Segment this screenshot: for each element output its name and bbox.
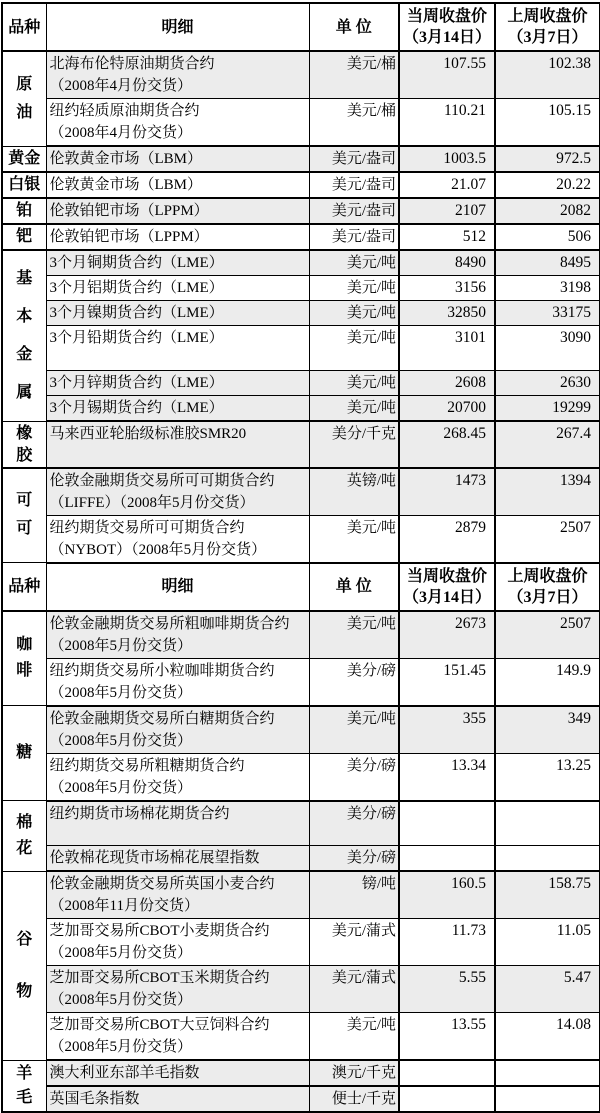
prev-price-cell: 2507 [495,611,600,659]
detail-cell: 北海布伦特原油期货合约 （2008年4月份交货） [46,51,309,99]
detail-cell: 3个月锌期货合约（LME） [46,371,309,396]
unit-cell: 美分/磅 [309,658,399,706]
table-row [2,871,600,919]
detail-cell: 伦敦金融期货交易所英国小麦合约 （2008年11月份交货） [46,871,309,919]
prev-price-cell: 3198 [495,276,600,301]
detail-cell: 3个月铝期货合约（LME） [46,276,309,301]
detail-cell: 伦敦铂钯市场（LPPM） [46,224,309,250]
prev-price-cell: 506 [495,224,600,250]
table-row [2,753,600,801]
column-header-prev-label: 上周收盘价 [507,8,588,25]
variety-cell-rubber [2,421,46,468]
prev-price-cell: 14.08 [495,1013,600,1061]
current-price-cell: 2673 [399,611,495,659]
unit-cell: 镑/吨 [309,871,399,919]
no-data-cell [495,1060,600,1086]
table-row [2,919,600,966]
unit-cell: 美元/吨 [309,371,399,396]
current-price-cell: 110.21 [399,99,495,147]
variety-label: 羊 毛 [16,1064,33,1106]
unit-cell: 美元/盎司 [309,224,399,250]
detail-cell: 3个月锡期货合约（LME） [46,396,309,422]
unit-cell: 美元/桶 [309,51,399,99]
no-data-cell [399,1060,495,1086]
current-price-cell: 2608 [399,371,495,396]
prev-price-cell: 267.4 [495,421,600,468]
variety-cell-grain [2,871,46,1060]
prev-price-cell: 8495 [495,250,600,276]
unit-cell: 美元/桶 [309,99,399,147]
unit-cell: 美元/吨 [309,706,399,754]
column-header-prev-date: （3月7日） [507,588,588,606]
unit-cell: 美元/吨 [309,396,399,422]
no-data-cell [399,1086,495,1112]
detail-cell: 3个月铅期货合约（LME） [46,326,309,371]
prev-price-cell: 2630 [495,371,600,396]
detail-cell: 芝加哥交易所CBOT玉米期货合约 （2008年5月份交货） [46,966,309,1013]
prev-price-cell: 2082 [495,198,600,224]
unit-cell: 美元/吨 [309,1013,399,1061]
no-data-cell [495,846,600,872]
prev-price-cell: 102.38 [495,51,600,99]
table-row [2,1060,600,1086]
current-price-cell: 355 [399,706,495,754]
detail-cell: 3个月镍期货合约（LME） [46,301,309,326]
variety-cell-gold: 黄金 [2,146,46,172]
table-row [2,198,600,224]
prev-price-cell: 33175 [495,301,600,326]
current-price-cell: 107.55 [399,51,495,99]
current-price-cell: 5.55 [399,966,495,1013]
prev-price-cell: 105.15 [495,99,600,147]
table-row [2,611,600,659]
table-row [2,846,600,872]
current-price-cell: 13.34 [399,753,495,801]
unit-cell: 美分/磅 [309,801,399,846]
table-row [2,276,600,301]
table-row [2,801,600,846]
no-data-cell [399,801,495,846]
unit-cell: 美元/吨 [309,611,399,659]
variety-cell-palladium: 钯 [2,224,46,250]
prev-price-cell: 349 [495,706,600,754]
column-header-current-date: （3月14日） [402,29,491,46]
prev-price-cell: 1394 [495,468,600,516]
table-row [2,966,600,1013]
variety-label: 可 可 [16,492,33,538]
detail-cell: 3个月铜期货合约（LME） [46,250,309,276]
detail-cell: 英国毛条指数 [46,1086,309,1112]
current-price-cell: 268.45 [399,421,495,468]
commodity-price-table [1,2,600,1113]
variety-cell-coffee [2,611,46,706]
table-row [2,396,600,422]
unit-cell: 美分/磅 [309,846,399,872]
table-row [2,172,600,198]
detail-cell: 纽约期货交易所可可期货合约 （NYBOT）（2008年5月份交货） [46,515,309,563]
variety-label: 谷 物 [16,930,33,1000]
table-row [2,371,600,396]
column-header-current-label: 当周收盘价 [406,8,487,25]
prev-price-cell: 19299 [495,396,600,422]
table-header-row-2 [2,563,600,611]
detail-cell: 纽约期货市场棉花期货合约 [46,801,309,846]
unit-cell: 美元/蒲式 [309,966,399,1013]
column-header-current-label: 当周收盘价 [406,567,487,585]
column-header-detail: 明细 [46,563,309,611]
detail-cell: 纽约期货交易所小粒咖啡期货合约 （2008年5月份交货） [46,658,309,706]
prev-price-cell: 13.25 [495,753,600,801]
column-header-detail: 明细 [46,3,309,51]
unit-cell: 美元/盎司 [309,172,399,198]
prev-price-cell: 5.47 [495,966,600,1013]
detail-cell: 伦敦黄金市场（LBM） [46,146,309,172]
current-price-cell: 1473 [399,468,495,516]
unit-cell: 美元/吨 [309,326,399,371]
variety-label: 咖 啡 [16,636,33,680]
variety-cell-crude-oil [2,51,46,146]
column-header-variety: 品种 [2,3,46,51]
detail-cell: 纽约轻质原油期货合约 （2008年4月份交货） [46,99,309,147]
variety-cell-silver: 白银 [2,172,46,198]
column-header-current-date: （3月14日） [402,588,491,606]
no-data-cell [399,846,495,872]
current-price-cell: 8490 [399,250,495,276]
current-price-cell: 21.07 [399,172,495,198]
current-price-cell: 512 [399,224,495,250]
prev-price-cell: 149.9 [495,658,600,706]
column-header-prev-price [495,3,600,51]
unit-cell: 澳元/千克 [309,1060,399,1086]
column-header-variety: 品种 [2,563,46,611]
no-data-cell [495,801,600,846]
unit-cell: 美元/吨 [309,515,399,563]
current-price-cell: 2107 [399,198,495,224]
current-price-cell: 13.55 [399,1013,495,1061]
column-header-current-price [399,563,495,611]
prev-price-cell: 158.75 [495,871,600,919]
unit-cell: 便士/千克 [309,1086,399,1112]
variety-cell-base-metals [2,250,46,421]
variety-label: 橡 胶 [16,424,33,464]
detail-cell: 伦敦金融期货交易所可可期货合约 （LIFFE）（2008年5月份交货） [46,468,309,516]
table-row [2,515,600,563]
column-header-prev-date: （3月7日） [507,29,588,46]
variety-cell-cocoa [2,468,46,563]
column-header-prev-label: 上周收盘价 [507,567,588,585]
prev-price-cell: 11.05 [495,919,600,966]
table-row [2,1086,600,1112]
unit-cell: 美分/千克 [309,421,399,468]
detail-cell: 伦敦棉花现货市场棉花展望指数 [46,846,309,872]
unit-cell: 英镑/吨 [309,468,399,516]
table-row [2,301,600,326]
current-price-cell: 160.5 [399,871,495,919]
detail-cell: 伦敦黄金市场（LBM） [46,172,309,198]
current-price-cell: 20700 [399,396,495,422]
prev-price-cell: 20.22 [495,172,600,198]
table-row [2,468,600,516]
unit-cell: 美元/蒲式 [309,919,399,966]
column-header-unit: 单 位 [309,563,399,611]
current-price-cell: 3101 [399,326,495,371]
unit-cell: 美元/吨 [309,301,399,326]
detail-cell: 马来西亚轮胎级标准胶SMR20 [46,421,309,468]
variety-label: 棉 花 [16,813,33,857]
unit-cell: 美分/磅 [309,753,399,801]
table-row [2,421,600,468]
table-row [2,224,600,250]
variety-label: 原 油 [16,75,33,121]
table-row [2,250,600,276]
current-price-cell: 2879 [399,515,495,563]
variety-cell-wool [2,1060,46,1112]
column-header-prev-price [495,563,600,611]
unit-cell: 美元/吨 [309,276,399,301]
variety-cell-sugar: 糖 [2,706,46,801]
current-price-cell: 32850 [399,301,495,326]
table-header-row-1 [2,3,600,51]
current-price-cell: 11.73 [399,919,495,966]
column-header-current-price [399,3,495,51]
current-price-cell: 3156 [399,276,495,301]
variety-cell-platinum: 铂 [2,198,46,224]
prev-price-cell: 3090 [495,326,600,371]
table-row [2,146,600,172]
current-price-cell: 151.45 [399,658,495,706]
column-header-unit: 单 位 [309,3,399,51]
detail-cell: 芝加哥交易所CBOT小麦期货合约 （2008年5月份交货） [46,919,309,966]
no-data-cell [495,1086,600,1112]
table-row [2,658,600,706]
current-price-cell: 1003.5 [399,146,495,172]
detail-cell: 伦敦金融期货交易所白糖期货合约 （2008年5月份交货） [46,706,309,754]
detail-cell: 澳大利亚东部羊毛指数 [46,1060,309,1086]
prev-price-cell: 972.5 [495,146,600,172]
table-row [2,51,600,99]
unit-cell: 美元/盎司 [309,146,399,172]
variety-cell-cotton [2,801,46,872]
detail-cell: 芝加哥交易所CBOT大豆饲料合约 （2008年5月份交货） [46,1013,309,1061]
table-row [2,99,600,147]
table-row [2,326,600,371]
detail-cell: 伦敦铂钯市场（LPPM） [46,198,309,224]
variety-label: 基 本 金 属 [16,269,33,401]
prev-price-cell: 2507 [495,515,600,563]
detail-cell: 伦敦金融期货交易所粗咖啡期货合约 （2008年5月份交货） [46,611,309,659]
commodity-price-report [0,2,600,1107]
unit-cell: 美元/盎司 [309,198,399,224]
table-row [2,706,600,754]
unit-cell: 美元/吨 [309,250,399,276]
detail-cell: 纽约期货交易所粗糖期货合约 （2008年5月份交货） [46,753,309,801]
